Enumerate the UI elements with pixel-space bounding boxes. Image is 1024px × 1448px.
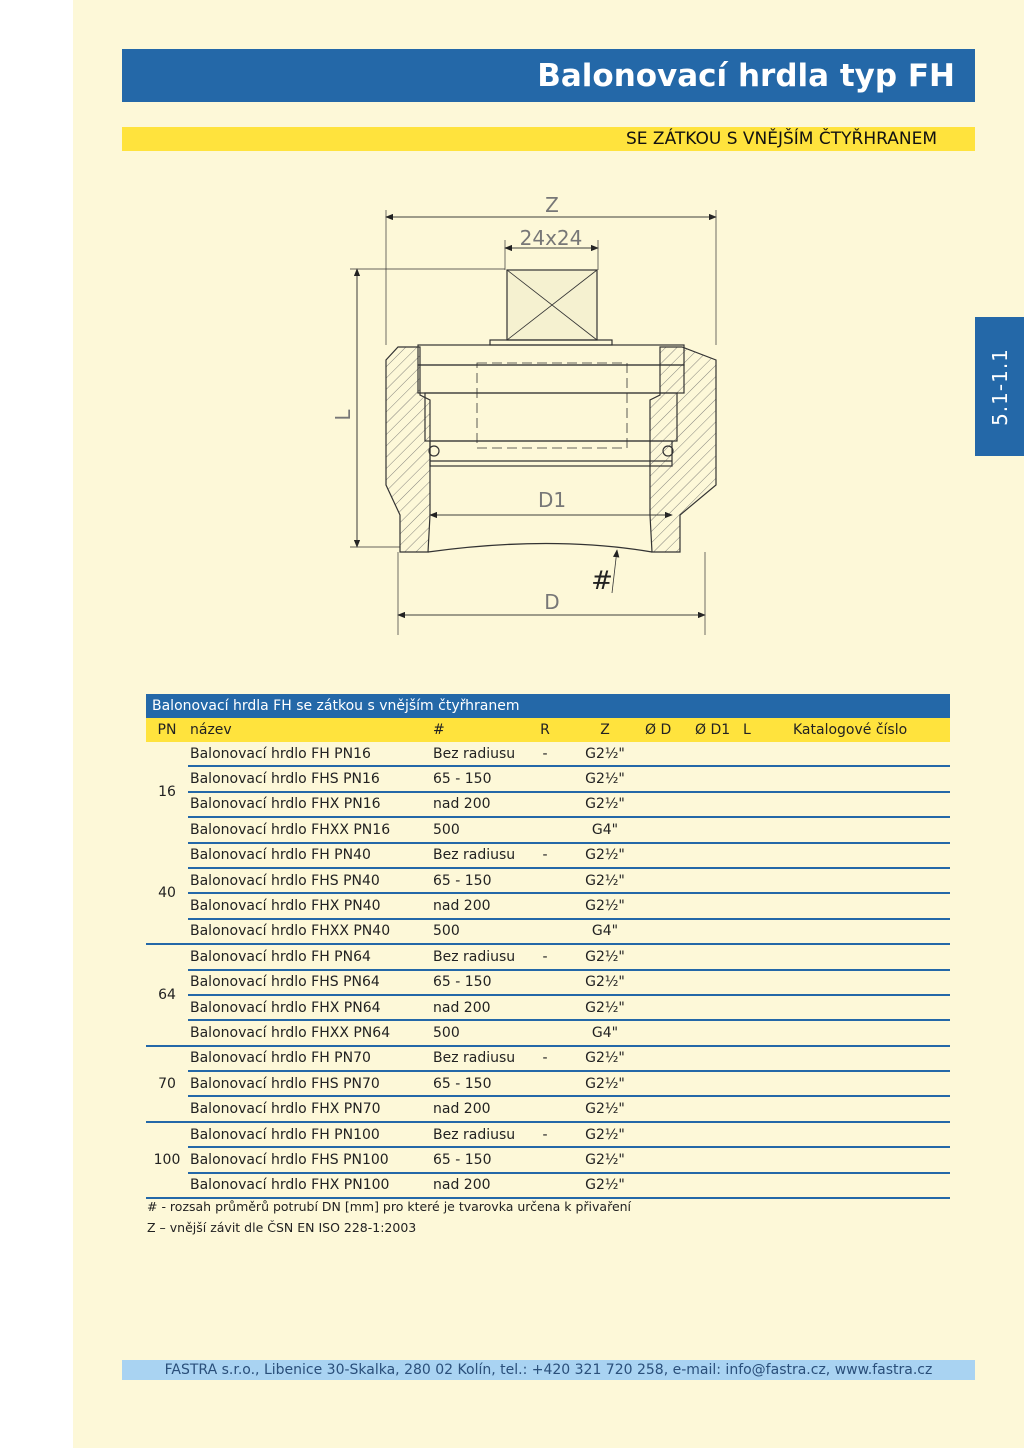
name-cell: Balonovací hrdlo FHX PN64 [188, 995, 433, 1020]
table-row [146, 1122, 950, 1147]
r-cell: - [525, 843, 565, 868]
r-cell [525, 1071, 565, 1096]
hash-cell: 65 - 150 [433, 766, 525, 791]
footnote-z: Z – vnější závit dle ČSN EN ISO 228-1:2003 [147, 1220, 417, 1235]
hash-cell: 65 - 150 [433, 1147, 525, 1172]
name-cell: Balonovací hrdlo FHX PN40 [188, 893, 433, 918]
table-row [146, 970, 950, 995]
pn-cell: 40 [146, 843, 188, 945]
hash-cell: 65 - 150 [433, 1071, 525, 1096]
label-hash: # [591, 566, 613, 596]
z-cell: G2½" [565, 944, 645, 969]
name-cell: Balonovací hrdlo FH PN40 [188, 843, 433, 868]
hash-cell: 500 [433, 1020, 525, 1045]
subtitle-banner [122, 127, 975, 151]
hash-cell: Bez radiusu [433, 1122, 525, 1147]
header-od: Ø D [645, 718, 695, 742]
footer-contact: FASTRA s.r.o., Libenice 30-Skalka, 280 02 Kolín, tel.: +420 321 720 258, e-mail: info@fastra.cz, www.fastra.cz [164, 1362, 933, 1378]
z-cell: G2½" [565, 1147, 645, 1172]
table-row [146, 843, 950, 868]
label-z: Z [545, 193, 559, 217]
table-row [146, 742, 950, 766]
title-banner [122, 49, 975, 102]
product-table-container [146, 694, 950, 1199]
z-cell: G2½" [565, 742, 645, 766]
r-cell [525, 893, 565, 918]
hash-cell: Bez radiusu [433, 843, 525, 868]
table-row [146, 1046, 950, 1071]
hash-cell: nad 200 [433, 893, 525, 918]
r-cell [525, 868, 565, 893]
z-cell: G2½" [565, 868, 645, 893]
table-row [146, 1096, 950, 1121]
name-cell: Balonovací hrdlo FHXX PN16 [188, 817, 433, 842]
r-cell [525, 817, 565, 842]
label-d1: D1 [537, 488, 567, 512]
z-cell: G2½" [565, 1173, 645, 1198]
name-cell: Balonovací hrdlo FHX PN16 [188, 792, 433, 817]
product-table [146, 718, 950, 1199]
page-subtitle: SE ZÁTKOU S VNĚJŠÍM ČTYŘHRANEM [625, 129, 937, 149]
label-d: D [544, 590, 560, 614]
z-cell: G2½" [565, 1071, 645, 1096]
z-cell: G2½" [565, 792, 645, 817]
table-row [146, 995, 950, 1020]
table-row [146, 766, 950, 791]
pn-cell: 100 [146, 1122, 188, 1198]
r-cell [525, 1173, 565, 1198]
name-cell: Balonovací hrdlo FHX PN100 [188, 1173, 433, 1198]
z-cell: G2½" [565, 1096, 645, 1121]
table-caption: Balonovací hrdla FH se zátkou s vnějším čtyřhranem [146, 694, 950, 718]
r-cell [525, 1096, 565, 1121]
r-cell [525, 995, 565, 1020]
technical-drawing [330, 185, 730, 635]
header-od1: Ø D1 [695, 718, 743, 742]
table-row [146, 1071, 950, 1096]
header-z: Z [565, 718, 645, 742]
table-row [146, 792, 950, 817]
name-cell: Balonovací hrdlo FHS PN40 [188, 868, 433, 893]
r-cell: - [525, 742, 565, 766]
table-row [146, 893, 950, 918]
z-cell: G2½" [565, 843, 645, 868]
r-cell [525, 919, 565, 944]
header-hash: # [433, 718, 525, 742]
z-cell: G2½" [565, 995, 645, 1020]
name-cell: Balonovací hrdlo FH PN64 [188, 944, 433, 969]
hash-cell: 500 [433, 919, 525, 944]
table-row [146, 1020, 950, 1045]
hash-cell: nad 200 [433, 995, 525, 1020]
page-title: Balonovací hrdla typ FH [537, 57, 955, 94]
table-row [146, 1147, 950, 1172]
header-pn: PN [146, 718, 188, 742]
footnote-hash: # - rozsah průměrů potrubí DN [mm] pro které je tvarovka určena k přivaření [147, 1199, 632, 1214]
z-cell: G4" [565, 919, 645, 944]
z-cell: G2½" [565, 1046, 645, 1071]
footnotes [147, 1196, 631, 1238]
pn-cell: 70 [146, 1046, 188, 1122]
pn-cell: 16 [158, 784, 176, 801]
name-cell: Balonovací hrdlo FHXX PN64 [188, 1020, 433, 1045]
hash-cell: Bez radiusu [433, 742, 525, 766]
r-cell: - [525, 944, 565, 969]
name-cell: Balonovací hrdlo FHXX PN40 [188, 919, 433, 944]
header-catalog: Katalogové číslo [793, 718, 950, 742]
z-cell: G2½" [565, 893, 645, 918]
name-cell: Balonovací hrdlo FH PN70 [188, 1046, 433, 1071]
table-row [146, 944, 950, 969]
hash-cell: nad 200 [433, 792, 525, 817]
hash-cell: 500 [433, 817, 525, 842]
z-cell: G2½" [565, 1122, 645, 1147]
z-cell: G2½" [565, 970, 645, 995]
section-tab [975, 317, 1024, 456]
hash-cell: nad 200 [433, 1096, 525, 1121]
r-cell [525, 766, 565, 791]
z-cell: G4" [565, 817, 645, 842]
header-l: L [743, 718, 793, 742]
table-row [146, 919, 950, 944]
hash-cell: Bez radiusu [433, 944, 525, 969]
table-header-row [146, 718, 950, 742]
footer-bar [122, 1360, 975, 1380]
r-cell [525, 970, 565, 995]
pn-cell: 64 [146, 944, 188, 1046]
r-cell: - [525, 1046, 565, 1071]
label-square: 24x24 [519, 226, 583, 250]
table-body [146, 742, 950, 1198]
hash-cell: Bez radiusu [433, 1046, 525, 1071]
name-cell: Balonovací hrdlo FHX PN70 [188, 1096, 433, 1121]
section-number: 5.1-1.1 [987, 347, 1012, 426]
name-cell: Balonovací hrdlo FHS PN16 [188, 766, 433, 791]
name-cell: Balonovací hrdlo FHS PN64 [188, 970, 433, 995]
name-cell: Balonovací hrdlo FH PN100 [188, 1122, 433, 1147]
label-l: L [331, 409, 355, 421]
header-name: název [188, 718, 433, 742]
name-cell: Balonovací hrdlo FHS PN70 [188, 1071, 433, 1096]
table-row [146, 817, 950, 842]
r-cell [525, 792, 565, 817]
table-row [146, 868, 950, 893]
table-row [146, 1173, 950, 1198]
z-cell: G2½" [565, 766, 645, 791]
name-cell: Balonovací hrdlo FHS PN100 [188, 1147, 433, 1172]
hash-cell: 65 - 150 [433, 868, 525, 893]
hash-cell: 65 - 150 [433, 970, 525, 995]
name-cell: Balonovací hrdlo FH PN16 [188, 742, 433, 766]
r-cell: - [525, 1122, 565, 1147]
z-cell: G4" [565, 1020, 645, 1045]
hash-cell: nad 200 [433, 1173, 525, 1198]
r-cell [525, 1020, 565, 1045]
r-cell [525, 1147, 565, 1172]
header-r: R [525, 718, 565, 742]
